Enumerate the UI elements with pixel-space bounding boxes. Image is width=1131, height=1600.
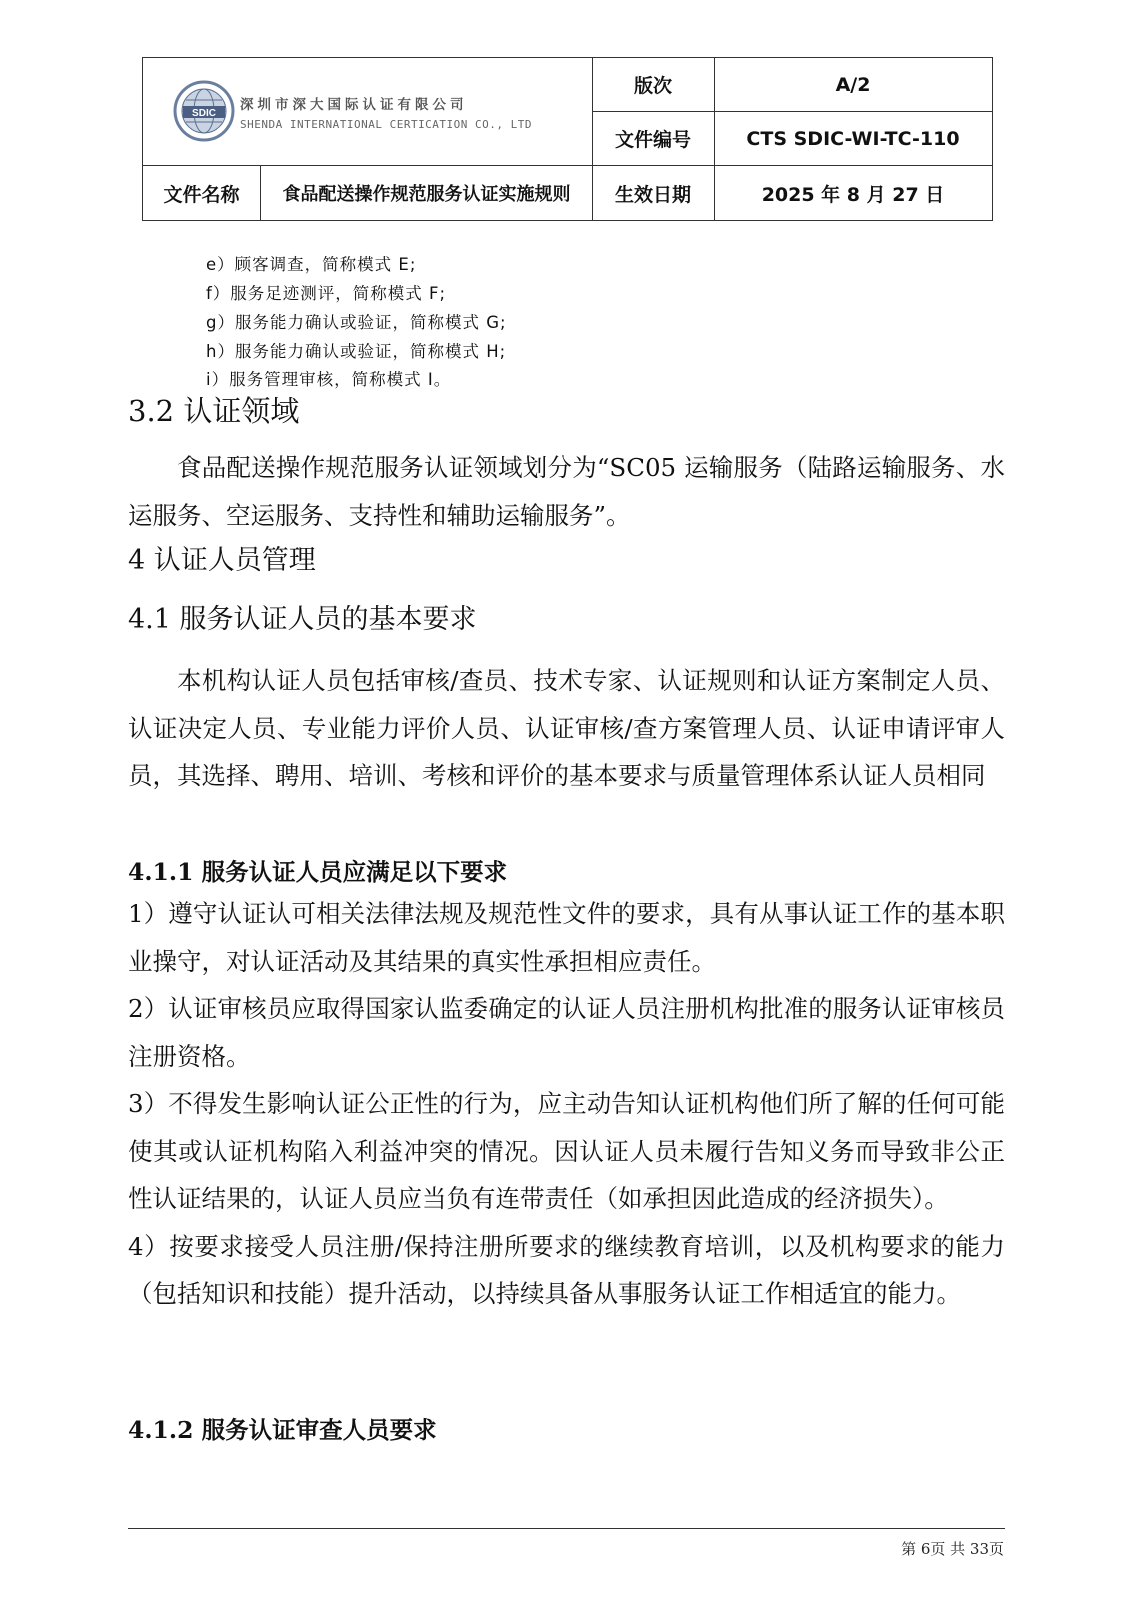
section-heading-4: 4 认证人员管理 xyxy=(128,545,316,576)
list-item: 2）认证审核员应取得国家认监委确定的认证人员注册机构批准的服务认证审核员注册资格。 xyxy=(128,994,1005,1071)
doc-name-value: 食品配送操作规范服务认证实施规则 xyxy=(282,184,571,205)
effective-date-value: 2025 年 8 月 27 日 xyxy=(761,183,945,206)
section-4-1-1-list xyxy=(128,890,1005,1318)
doc-number-label: 文件编号 xyxy=(614,129,691,151)
list-item: e）顾客调查，简称模式 E; xyxy=(206,255,417,274)
section-3-2-paragraph xyxy=(128,444,1005,539)
list-item: 4）按要求接受人员注册/保持注册所要求的继续教育培训，以及机构要求的能力（包括知识和技能）提升活动，以持续具备从事服务认证工作相适宜的能力。 xyxy=(128,1231,1005,1308)
edition-label: 版次 xyxy=(633,75,672,97)
globe-logo-icon xyxy=(173,80,235,142)
section-heading-4-1: 4.1 服务认证人员的基本要求 xyxy=(128,604,477,635)
edition-value: A/2 xyxy=(835,73,871,96)
list-item: i）服务管理审核，简称模式 I。 xyxy=(206,370,452,389)
section-heading-3-2: 3.2 认证领域 xyxy=(128,394,300,428)
document-header-table xyxy=(142,57,993,221)
effective-date-label: 生效日期 xyxy=(614,183,691,206)
section-heading-4-1-1: 4.1.1 服务认证人员应满足以下要求 xyxy=(128,858,508,886)
company-name-en: SHENDA INTERNATIONAL CERTICATION CO., LTD xyxy=(240,118,533,131)
section-heading-4-1-2: 4.1.2 服务认证审查人员要求 xyxy=(128,1416,437,1444)
list-item: 3）不得发生影响认证公正性的行为，应主动告知认证机构他们所了解的任何可能使其或认证机构陷入利益冲突的情况。因认证人员未履行告知义务而导致非公正性认证结果的，认证人员应当负有连带责任（如承担因此造成的经济损失）。 xyxy=(128,1089,1005,1213)
list-item: g）服务能力确认或验证，简称模式 G; xyxy=(206,313,507,332)
list-item: h）服务能力确认或验证，简称模式 H; xyxy=(206,342,507,361)
section-4-1-paragraph xyxy=(128,657,1005,800)
company-name-cn: 深圳市深大国际认证有限公司 xyxy=(240,97,468,113)
doc-name-label: 文件名称 xyxy=(163,183,240,206)
page-number: 第 6页 共 33页 xyxy=(901,1540,1004,1558)
doc-number-value: CTS SDIC-WI-TC-110 xyxy=(746,127,960,150)
list-item: f）服务足迹测评，简称模式 F; xyxy=(206,284,447,303)
company-logo xyxy=(173,80,235,142)
logo-text: SDIC xyxy=(192,108,216,119)
paragraph-text: 食品配送操作规范服务认证领域划分为“SC05 运输服务（陆路运输服务、水运服务、空运服务、支持性和辅助运输服务”。 xyxy=(128,453,1005,530)
paragraph-text: 本机构认证人员包括审核/查员、技术专家、认证规则和认证方案制定人员、认证决定人员、专业能力评价人员、认证审核/查方案管理人员、认证申请评审人员，其选择、聘用、培训、考核和评价的基本要求与质量管理体系认证人员相同 xyxy=(128,666,1005,790)
footer-divider xyxy=(128,1528,1005,1529)
list-item: 1）遵守认证认可相关法律法规及规范性文件的要求，具有从事认证工作的基本职业操守，对认证活动及其结果的真实性承担相应责任。 xyxy=(128,899,1005,976)
